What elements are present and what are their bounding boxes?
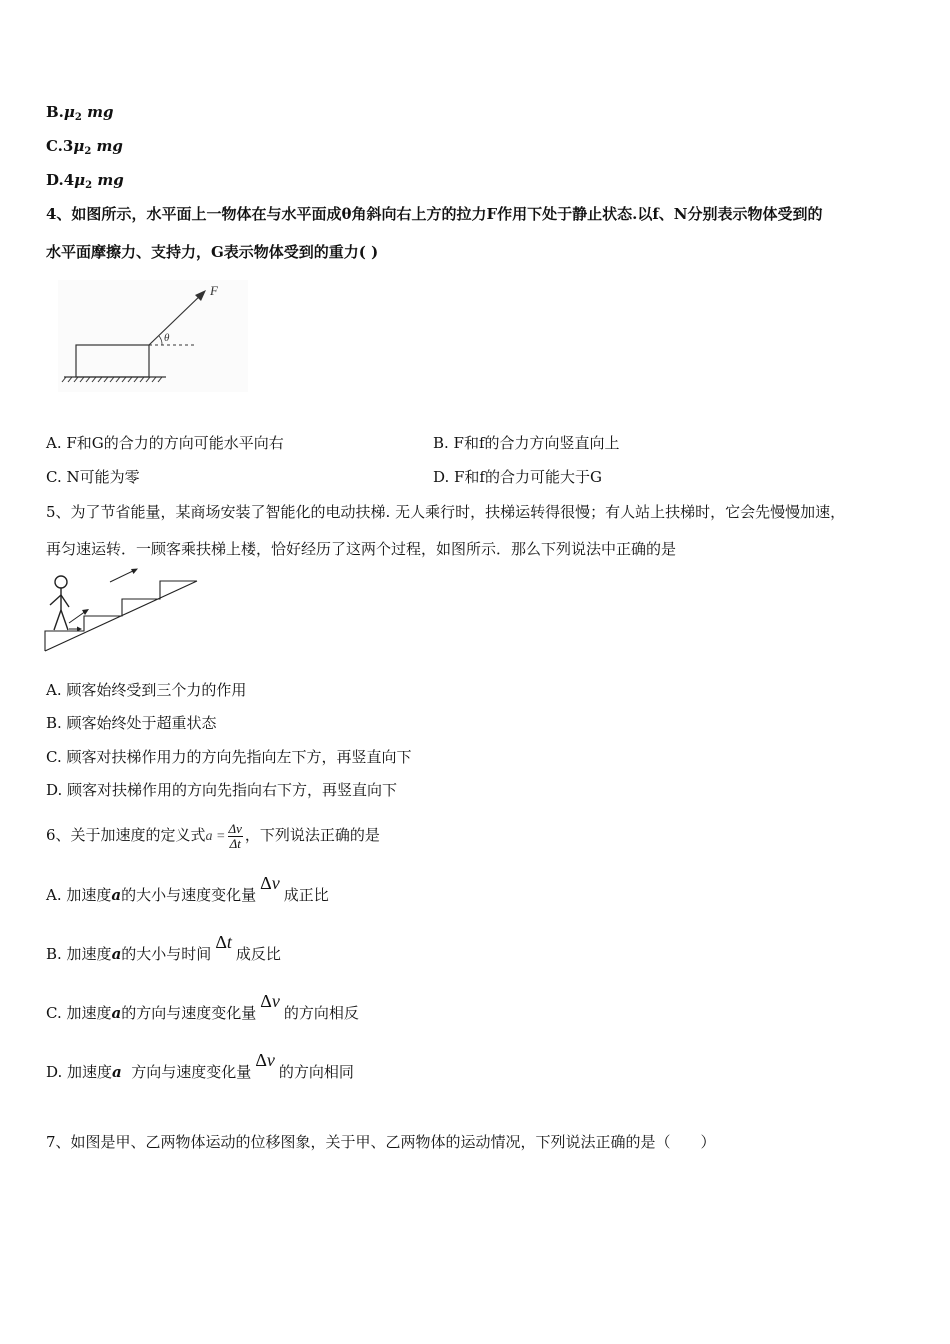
q4-stem-line2: 水平面摩擦力、支持力，G表示物体受到的重力( ) <box>46 243 379 261</box>
q3-option-d <box>46 170 124 196</box>
q6-option-d <box>46 1050 354 1082</box>
option-text: 的大小与速度变化量 <box>121 886 257 904</box>
incline-arrow-short <box>69 611 86 623</box>
q5-option-a: A. 顾客始终受到三个力的作用 <box>46 681 247 699</box>
option-text: C. 加速度 <box>46 1004 112 1022</box>
option-prefix: B. <box>46 103 64 121</box>
delta-symbol <box>260 991 280 1011</box>
subscript: 2 <box>74 112 82 123</box>
q4-option-d: D. F和f的合力可能大于G <box>433 468 602 486</box>
delta-variable: t <box>226 932 232 952</box>
q7-stem: 7、如图是甲、乙两物体运动的位移图象，关于甲、乙两物体的运动情况，下列说法正确的是（ ） <box>46 1133 716 1151</box>
q5-escalator-diagram <box>42 565 202 655</box>
option-text: 的方向相同 <box>278 1063 354 1081</box>
option-text: 成正比 <box>283 886 329 904</box>
incline-arrow-long <box>110 570 135 582</box>
option-text: D. 加速度 <box>46 1063 113 1081</box>
mu-symbol: μ <box>74 171 86 189</box>
figure-background <box>58 280 248 392</box>
option-text: 的方向与速度变化量 <box>121 1004 257 1022</box>
delta-symbol <box>255 1050 275 1070</box>
option-text: B. 加速度 <box>46 945 112 963</box>
subscript: 2 <box>84 146 92 157</box>
angle-label: θ <box>164 332 170 344</box>
incline-arrowhead-short <box>82 609 89 615</box>
variable-a: a <box>112 1063 122 1081</box>
option-expression: mg <box>92 171 124 189</box>
q4-option-b: B. F和f的合力方向竖直向上 <box>433 434 620 452</box>
q6-option-b <box>46 932 281 964</box>
force-label: F <box>210 283 218 298</box>
q4-stem-line1: 4、如图所示，水平面上一物体在与水平面成θ角斜向右上方的拉力F作用下处于静止状态.以f、N分别表示物体受到的 <box>46 205 823 223</box>
variable-a: a <box>111 945 122 963</box>
delta: Δ <box>215 932 227 952</box>
q4-option-c: C. N可能为零 <box>46 468 140 486</box>
fraction-denominator: Δt <box>229 835 241 851</box>
q4-force-diagram <box>58 280 248 392</box>
definition-fraction <box>228 822 243 851</box>
delta: Δ <box>255 1050 267 1070</box>
person-figure <box>50 576 69 630</box>
option-expression: mg <box>91 137 123 155</box>
q5-stem-line2: 再匀速运转．一顾客乘扶梯上楼，恰好经历了这两个过程，如图所示．那么下列说法中正确的是 <box>46 540 677 558</box>
option-prefix: C.3 <box>46 137 74 155</box>
delta-symbol <box>260 873 280 893</box>
option-text: A. 加速度 <box>46 886 112 904</box>
delta: Δ <box>260 873 272 893</box>
q6-stem-after: ，下列说法正确的是 <box>244 826 380 844</box>
q6-stem-before: 6、关于加速度的定义式 <box>46 826 206 844</box>
delta: Δ <box>260 991 272 1011</box>
option-text: 方向与速度变化量 <box>121 1063 252 1081</box>
mu-symbol: μ <box>73 137 85 155</box>
q6-option-c <box>46 991 359 1023</box>
subscript: 2 <box>85 180 93 191</box>
q5-option-b: B. 顾客始终处于超重状态 <box>46 714 217 732</box>
delta-variable: v <box>271 991 280 1011</box>
q5-stem-line1: 5、为了节省能量，某商场安装了智能化的电动扶梯. 无人乘行时，扶梯运转得很慢；有人站上扶梯时，它会先慢慢加速， <box>46 503 846 521</box>
q4-option-a: A. F和G的合力的方向可能水平向右 <box>46 434 284 452</box>
q5-option-d: D. 顾客对扶梯作用的方向先指向右下方，再竖直向下 <box>46 781 398 799</box>
delta-symbol <box>215 932 232 952</box>
delta-variable: v <box>271 873 280 893</box>
q6-stem <box>46 818 380 854</box>
q3-option-c <box>46 136 123 162</box>
option-prefix: D.4 <box>46 171 75 189</box>
q3-option-b <box>46 102 113 128</box>
option-expression: mg <box>81 103 114 121</box>
formula-lhs: a = <box>205 829 226 844</box>
fraction-numerator: Δv <box>228 820 242 836</box>
delta-variable: v <box>266 1050 275 1070</box>
variable-a: a <box>111 886 122 904</box>
q6-option-a <box>46 873 329 905</box>
escalator-incline <box>45 581 197 651</box>
option-text: 的方向相反 <box>283 1004 359 1022</box>
q5-option-c: C. 顾客对扶梯作用力的方向先指向左下方，再竖直向下 <box>46 748 412 766</box>
mu-symbol: μ <box>63 103 75 121</box>
option-text: 成反比 <box>235 945 281 963</box>
option-text: 的大小与时间 <box>121 945 212 963</box>
variable-a: a <box>111 1004 122 1022</box>
